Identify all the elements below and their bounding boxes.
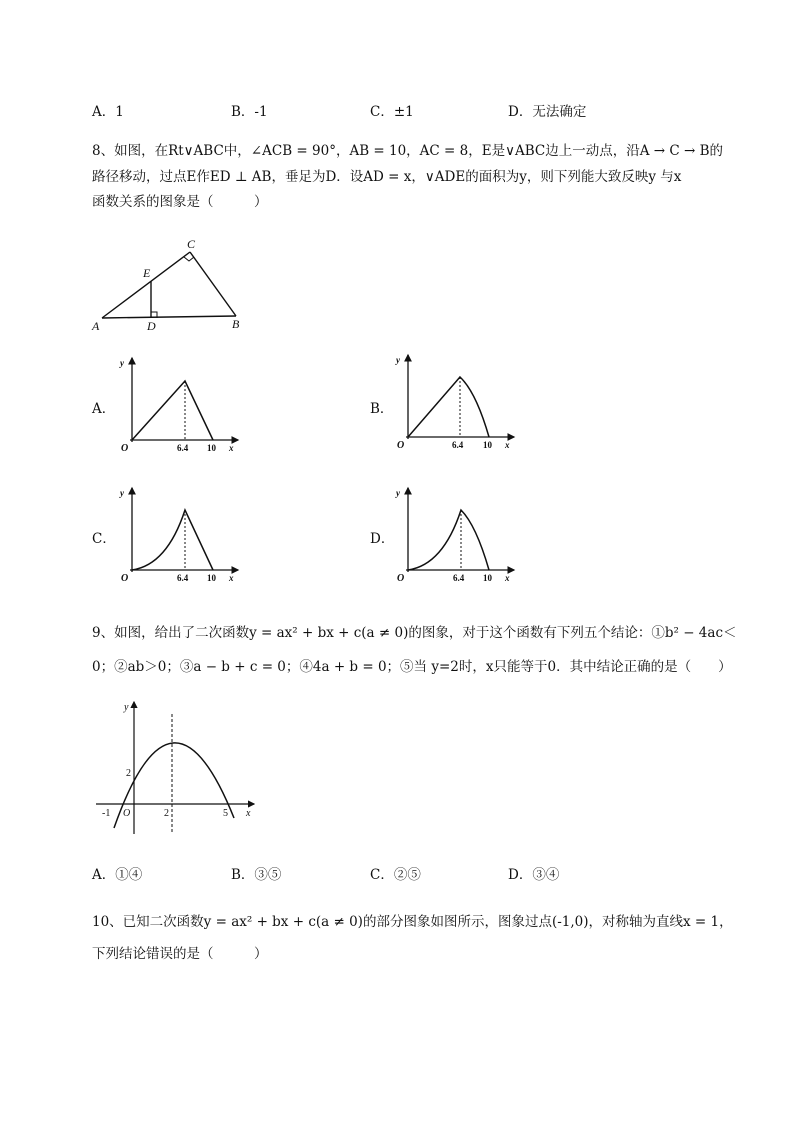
tick-label-6-4: 6.4 [452,440,464,450]
segment-cb [190,252,236,316]
tick-label-6-4: 6.4 [177,443,189,453]
origin-label: O [397,573,405,584]
tick-label-5: 5 [223,808,228,819]
q9-option-a: A．①④ [92,867,143,883]
tick-label-6-4: 6.4 [453,573,465,583]
origin-label: O [397,440,405,451]
q8-text-line2: 路径移动，过点E作ED ⊥ AB，垂足为D．设AD = x，∨ADE的面积为y，则下列能大致反映y 与x [92,169,682,185]
q10-text-line2: 下列结论错误的是（ ） [92,946,268,962]
q8-option-a-label: A． [92,401,116,417]
q8-triangle-figure [90,236,250,336]
segment-ab [102,316,236,318]
x-label: x [505,440,510,450]
q9-option-d: D．③④ [508,867,560,883]
origin-label: O [121,443,129,454]
tick-label-10: 10 [207,573,216,583]
label-c: C [187,237,196,251]
origin-label: O [123,808,131,819]
graph-curve [408,510,489,570]
x-label: x [229,443,234,453]
q7-option-d: D．无法确定 [508,104,587,120]
y-label: y [396,355,400,365]
label-b: B [232,317,240,331]
label-a: A [92,319,100,333]
x-label: x [505,573,510,583]
graph-curve [132,510,213,570]
origin-label: O [121,573,129,584]
x-label: x [229,573,234,583]
q8-graph-a [112,350,242,458]
q8-option-d-label: D． [370,531,395,547]
q7-option-c: C．±1 [370,104,414,120]
q9-text-line1: 9、如图，给出了二次函数y = ax² + bx + c(a ≠ 0)的图象，对于这个函数有下列五个结论：①b² − 4ac＜ [92,625,737,641]
q8-graph-d [388,480,518,588]
tick-label-10: 10 [207,443,216,453]
tick-label-10: 10 [483,440,492,450]
q7-option-a: A．1 [92,104,124,120]
y-label: y [120,358,124,368]
tick-label-neg1: -1 [102,808,111,819]
graph-curve [132,381,213,440]
tick-label-y-2: 2 [126,768,131,779]
q9-option-c: C．②⑤ [370,867,421,883]
q8-option-b-label: B． [370,401,394,417]
tick-label-x-2: 2 [164,808,169,819]
q8-graph-c [112,480,242,588]
q7-option-b: B．-1 [231,104,268,120]
q9-parabola-graph [92,696,262,836]
q10-text-line1: 10、已知二次函数y = ax² + bx + c(a ≠ 0)的部分图象如图所示，图象过点(-1,0)，对称轴为直线x = 1， [92,914,733,930]
q8-text-line1: 8、如图，在Rt∨ABC中，∠ACB = 90°，AB = 10，AC = 8，E是∨ABC边上一动点，沿A → C → B的 [92,143,724,159]
y-label: y [396,488,400,498]
tick-label-10: 10 [483,573,492,583]
q8-option-c-label: C． [92,531,116,547]
graph-curve [408,377,489,437]
segment-ac [102,252,190,318]
tick-label-6-4: 6.4 [177,573,189,583]
label-e: E [143,266,151,280]
y-label: y [120,488,124,498]
q9-option-b: B．③⑤ [231,867,282,883]
right-angle-mark-c [184,257,194,261]
parabola-curve [114,743,234,828]
x-label: x [246,808,251,819]
y-label: y [124,702,129,713]
q8-text-line3: 函数关系的图象是（ ） [92,194,268,210]
q8-graph-b [388,347,518,455]
label-d: D [147,319,156,333]
q9-text-line2: 0；②ab＞0；③a − b + c = 0；④4a + b = 0；⑤当 y=2时，x只能等于0．其中结论正确的是（ ） [92,659,732,675]
